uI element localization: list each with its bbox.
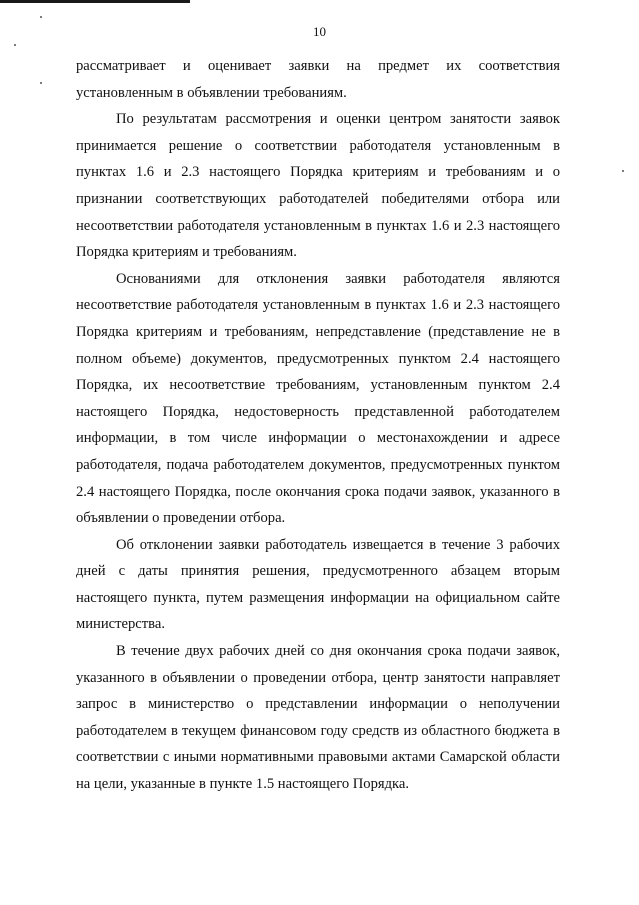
scan-speck (40, 16, 42, 18)
paragraph: По результатам рассмотрения и оценки центром занятости заявок принимается решение о соответствии работодателя установленным в пунктах 1.6 и 2.3 настоящего Порядка критериям и требованиям и о признании соответствующих работодателей победителями отбора или несоответствии работодателя установленным в пунктах 1.6 и 2.3 настоящего Порядка критериям и требованиям. (76, 111, 560, 261)
scan-speck (40, 82, 42, 84)
paragraph: В течение двух рабочих дней со дня окончания срока подачи заявок, указанного в объявлении о проведении отбора, центр занятости направляет запрос в министерство о представлении информации о неполучении работодателем в текущем финансовом году средств из областного бюджета в соответствии с иными нормативными правовыми актами Самарской области на цели, указанные в пункте 1.5 настоящего Порядка. (76, 643, 560, 793)
scan-speck (14, 44, 16, 46)
page-number: 10 (313, 24, 326, 39)
paragraph: Об отклонении заявки работодатель извещается в течение 3 рабочих дней с даты принятия решения, предусмотренного абзацем вторым настоящего пункта, путем размещения информации на официальном сайте министерства. (76, 536, 560, 633)
paragraph: рассматривает и оценивает заявки на предмет их соответствия установленным в объявлении требованиям. (76, 58, 560, 101)
scan-speck (622, 170, 624, 172)
top-edge-rule (0, 0, 190, 3)
document-body (76, 53, 560, 798)
paragraph: Основаниями для отклонения заявки работодателя являются несоответствие работодателя установленным в пунктах 1.6 и 2.3 настоящего Порядка критериям и требованиям, непредставление (представление не в полном объеме) документов, предусмотренных пунктом 2.4 настоящего Порядка, их несоответствие требованиям, установленным пунктом 2.4 настоящего Порядка, недостоверность представленной работодателем информации, в том числе информации о местонахождении и адресе работодателя, подача работодателем документов, предусмотренных пунктом 2.4 настоящего Порядка, после окончания срока подачи заявок, указанного в объявлении о проведении отбора. (76, 270, 560, 527)
